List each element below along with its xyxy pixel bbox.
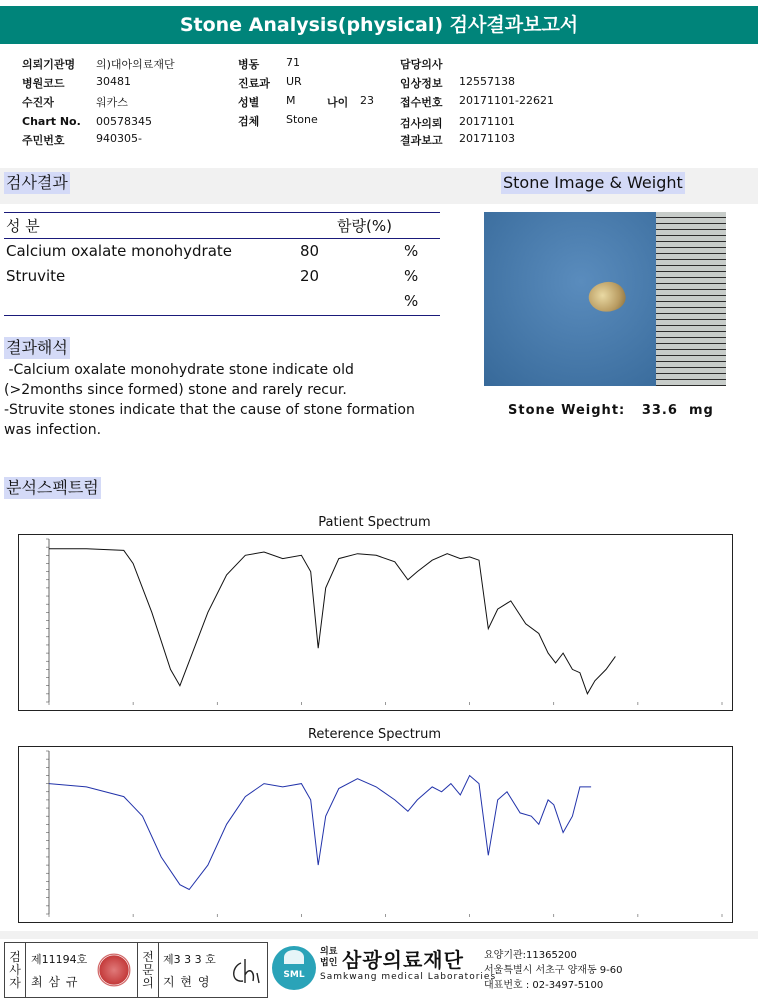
- table-bottom-rule: [4, 315, 440, 316]
- interpretation-line: was infection.: [4, 422, 102, 438]
- reference-chart: [18, 746, 733, 923]
- info-value: 23: [360, 94, 374, 107]
- info-label: 검체: [238, 115, 260, 128]
- phone: 대표번호 : 02-3497-5100: [484, 980, 604, 991]
- spectrum-heading: 분석스펙트럼: [6, 478, 99, 497]
- checker-vlabel: [5, 943, 26, 997]
- component-value: 80: [300, 242, 320, 260]
- weight-value: 33.6: [641, 403, 678, 418]
- patient-chart: [18, 534, 733, 711]
- info-value: 20171101-22621: [459, 94, 554, 107]
- info-label: 수진자: [22, 96, 54, 109]
- info-label: 임상정보: [400, 77, 443, 90]
- info-label: 담당의사: [400, 58, 443, 71]
- interpretation-text: [4, 360, 415, 440]
- component-name: Struvite: [6, 267, 66, 285]
- info-value: UR: [286, 75, 302, 88]
- org-name-en: Samkwang medical Laboratories: [320, 972, 497, 982]
- table-header-rule: [4, 238, 440, 239]
- stone-weight: [508, 403, 714, 418]
- vlabel-char: 사: [9, 963, 21, 977]
- stone-photo: [484, 212, 726, 386]
- info-value: 00578345: [96, 115, 152, 128]
- info-label: 진료과: [238, 77, 270, 90]
- specialist-vlabel: [137, 943, 159, 997]
- care-number: 요양기관:11365200: [484, 950, 577, 961]
- col-amount-header: 함량(%): [337, 217, 392, 235]
- stone-heading: Stone Image & Weight: [503, 173, 683, 192]
- specialist-name: 지 현 영: [163, 975, 211, 989]
- info-value: 940305-: [96, 132, 142, 145]
- footer-band: [0, 931, 758, 939]
- patient-spectrum-svg: [19, 535, 732, 710]
- vlabel-char: 자: [9, 976, 21, 990]
- reference-chart-title: Reterence Spectrum: [307, 727, 442, 742]
- sml-logo-icon: [272, 946, 316, 990]
- checker-name: 최 삼 규: [31, 975, 79, 989]
- info-label: 결과보고: [400, 134, 443, 147]
- info-value: 12557138: [459, 75, 515, 88]
- info-value: 20171103: [459, 132, 515, 145]
- info-value: 워카스: [96, 96, 128, 109]
- interpretation-line: -Calcium oxalate monohydrate stone indicate old: [4, 362, 354, 378]
- patient-chart-title: Patient Spectrum: [318, 515, 431, 530]
- org-type-line: 의료: [320, 947, 338, 957]
- vlabel-char: 전: [142, 950, 154, 964]
- vlabel-char: 검: [9, 950, 21, 964]
- info-value: 71: [286, 56, 300, 69]
- info-label: 의뢰기관명: [22, 58, 76, 71]
- checker-no: 제11194호: [31, 953, 88, 966]
- logo-figure: [284, 950, 304, 964]
- reference-spectrum-line: [49, 776, 591, 890]
- info-label: 주민번호: [22, 134, 65, 147]
- weight-unit: mg: [688, 403, 714, 418]
- component-unit: %: [404, 242, 419, 260]
- info-value: 의)대아의료재단: [96, 58, 175, 71]
- info-label: Chart No.: [22, 115, 81, 128]
- info-label: 나이: [327, 96, 349, 109]
- info-label: 접수번호: [400, 96, 443, 109]
- org-type: [320, 947, 337, 969]
- ruler-icon: [656, 212, 726, 386]
- component-name: Calcium oxalate monohydrate: [6, 242, 233, 260]
- info-value: 30481: [96, 75, 131, 88]
- vlabel-char: 문: [142, 963, 154, 977]
- col-component-header: 성 분: [6, 217, 40, 235]
- signature-box: [4, 942, 268, 998]
- interpretation-heading: 결과해석: [6, 338, 68, 357]
- patient-spectrum-line: [49, 549, 615, 694]
- info-label: 성별: [238, 96, 260, 109]
- org-name: 삼광의료재단: [342, 948, 464, 972]
- specialist-no: 제3 3 3 호: [163, 953, 216, 966]
- reference-spectrum-svg: [19, 747, 732, 922]
- report-title: Stone Analysis(physical) 검사결과보고서: [0, 6, 758, 44]
- info-value: M: [286, 94, 296, 107]
- component-unit: %: [404, 267, 419, 285]
- info-value: 20171101: [459, 115, 515, 128]
- interpretation-line: (>2months since formed) stone and rarely recur.: [4, 382, 347, 398]
- info-label: 병원코드: [22, 77, 65, 90]
- org-type-line: 법인: [320, 958, 338, 968]
- interpretation-line: -Struvite stones indicate that the cause of stone formation: [4, 402, 415, 418]
- info-label: 검사의뢰: [400, 117, 443, 130]
- info-label: 병동: [238, 58, 260, 71]
- table-top-rule: [4, 212, 440, 213]
- component-unit: %: [404, 292, 419, 310]
- vlabel-char: 의: [142, 976, 154, 990]
- logo-text: SML: [283, 970, 305, 980]
- address: 서울특별시 서초구 양재동 9-60: [484, 965, 623, 976]
- info-value: Stone: [286, 113, 318, 126]
- component-value: 20: [300, 267, 320, 285]
- weight-label: Stone Weight:: [508, 403, 626, 418]
- seal-icon: [97, 953, 131, 987]
- signature-icon: [227, 953, 263, 989]
- result-heading: 검사결과: [6, 173, 68, 192]
